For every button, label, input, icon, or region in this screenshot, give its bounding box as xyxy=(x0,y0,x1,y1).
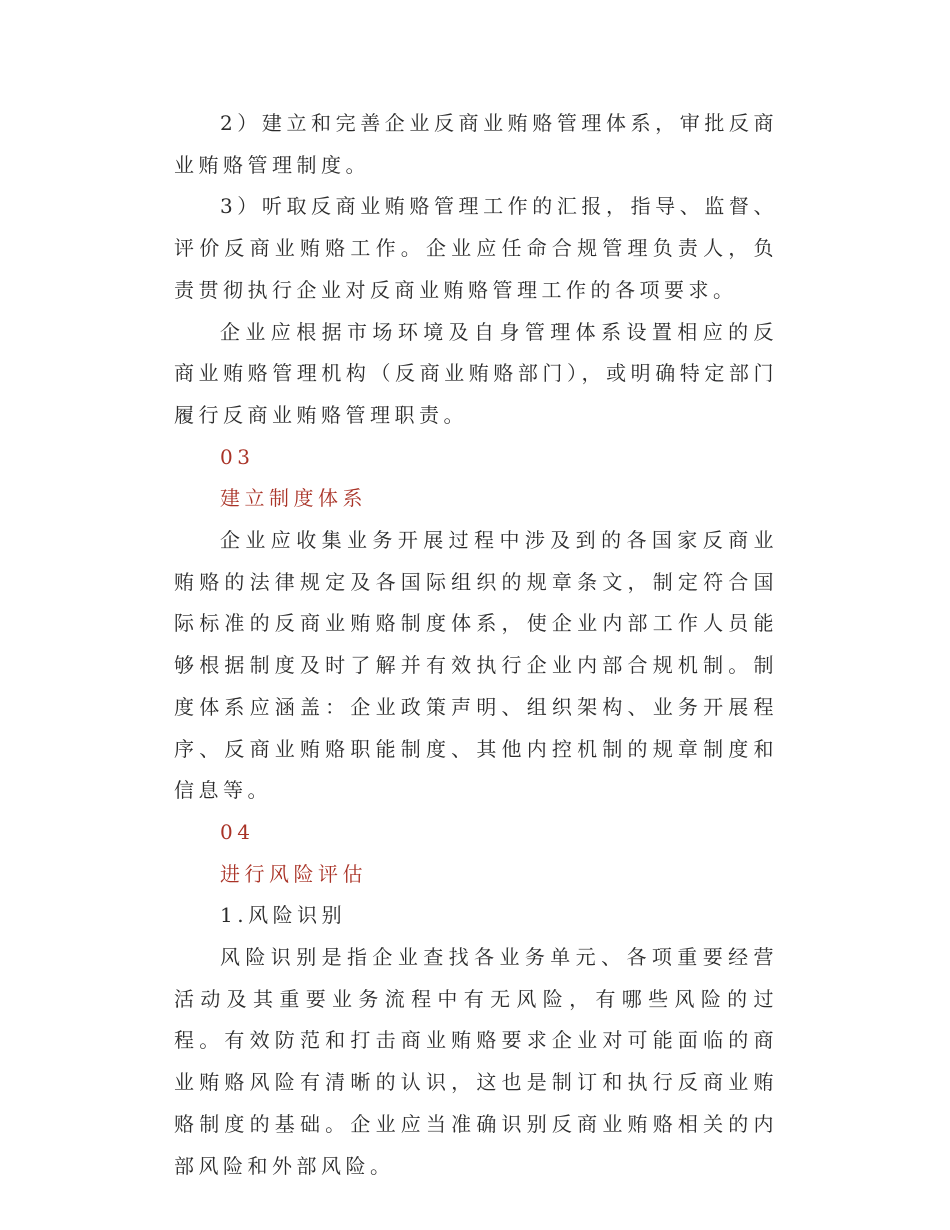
section-04-title: 进行风险评估 xyxy=(220,861,367,886)
paragraph-management-org: 企业应根据市场环境及自身管理体系设置相应的反商业贿赂管理机构（反商业贿赂部门），或明确特定部门履行反商业贿赂管理职责。 xyxy=(174,319,778,427)
paragraph-risk-identification: 风险识别是指企业查找各业务单元、各项重要经营活动及其重要业务流程中有无风险，有哪些风险的过程。有效防范和打击商业贿赂要求企业对可能面临的商业贿赂风险有清晰的认识，这也是制订和执行反商业贿赂制度的基础。企业应当准确识别反商业贿赂相关的内部风险和外部风险。 xyxy=(174,945,778,1178)
paragraph-approve-system: 2）建立和完善企业反商业贿赂管理体系，审批反商业贿赂管理制度。 xyxy=(174,111,778,177)
paragraph-supervise-work: 3）听取反商业贿赂管理工作的汇报，指导、监督、评价反商业贿赂工作。企业应任命合规管理负责人，负责贯彻执行企业对反商业贿赂管理工作的各项要求。 xyxy=(174,194,778,302)
paragraph-establish-system: 企业应收集业务开展过程中涉及到的各国家反商业贿赂的法律规定及各国际组织的规章条文，制定符合国际标准的反商业贿赂制度体系，使企业内部工作人员能够根据制度及时了解并有效执行企业内部合规机制。制度体系应涵盖：企业政策声明、组织架构、业务开展程序、反商业贿赂职能制度、其他内控机制的规章制度和信息等。 xyxy=(174,528,778,803)
document-page xyxy=(174,103,778,1187)
section-03-number: 03 xyxy=(220,444,255,469)
subsection-risk-identification-title: 1.风险识别 xyxy=(220,903,347,928)
section-03-title: 建立制度体系 xyxy=(220,486,367,511)
section-04-number: 04 xyxy=(220,819,255,844)
